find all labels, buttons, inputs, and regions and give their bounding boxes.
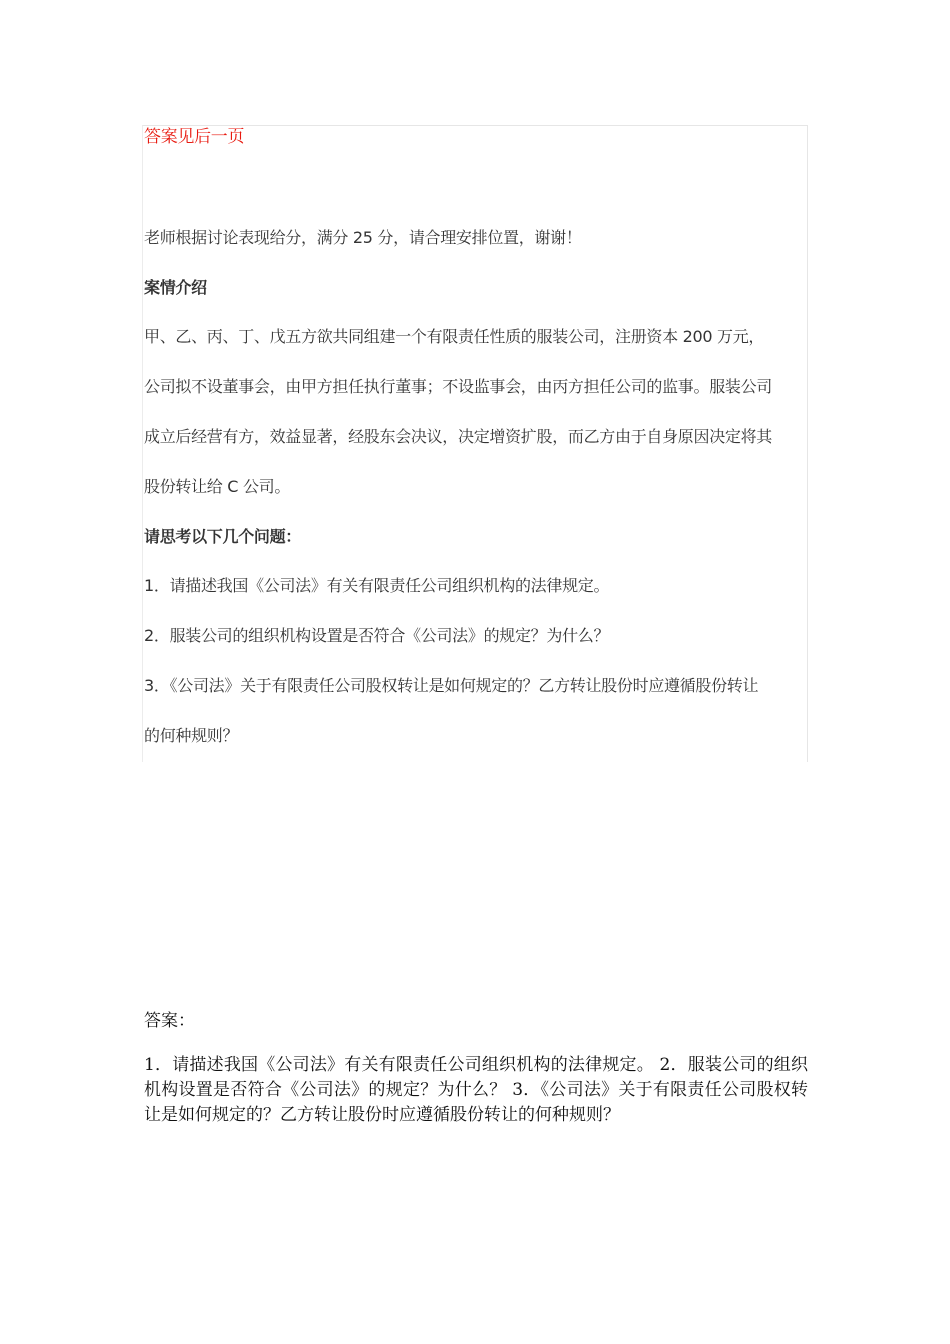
question-3-line-2: 的何种规则？	[144, 726, 239, 745]
answer-notice: 答案见后一页	[144, 127, 245, 147]
questions-heading: 请思考以下几个问题：	[144, 527, 302, 546]
case-line-3: 成立后经营有方，效益显著，经股东会决议，决定增资扩股，而乙方由于自身原因决定将其	[144, 427, 773, 446]
instructions-text: 老师根据讨论表现给分，满分 25 分，请合理安排位置，谢谢！	[144, 228, 582, 247]
question-3-line-1: 3．《公司法》关于有限责任公司股权转让是如何规定的？乙方转让股份时应遵循股份转让	[144, 676, 759, 695]
answer-heading: 答案：	[144, 1011, 195, 1031]
question-2: 2．服装公司的组织机构设置是否符合《公司法》的规定？为什么？	[144, 626, 610, 645]
question-1: 1．请描述我国《公司法》有关有限责任公司组织机构的法律规定。	[144, 576, 610, 595]
case-line-1: 甲、乙、丙、丁、戊五方欲共同组建一个有限责任性质的服装公司，注册资本 200 万元，	[144, 327, 765, 346]
case-heading: 案情介绍	[144, 278, 207, 297]
case-line-2: 公司拟不设董事会，由甲方担任执行董事；不设监事会，由丙方担任公司的监事。服装公司	[144, 377, 773, 396]
case-line-4: 股份转让给 C 公司。	[144, 477, 291, 496]
answer-body: 1．请描述我国《公司法》有关有限责任公司组织机构的法律规定。 2．服装公司的组织机构设置是否符合《公司法》的规定？为什么？ 3．《公司法》关于有限责任公司股权转让是如何规定的？乙方转让股份时应遵循股份转让的何种规则？	[144, 1055, 808, 1125]
